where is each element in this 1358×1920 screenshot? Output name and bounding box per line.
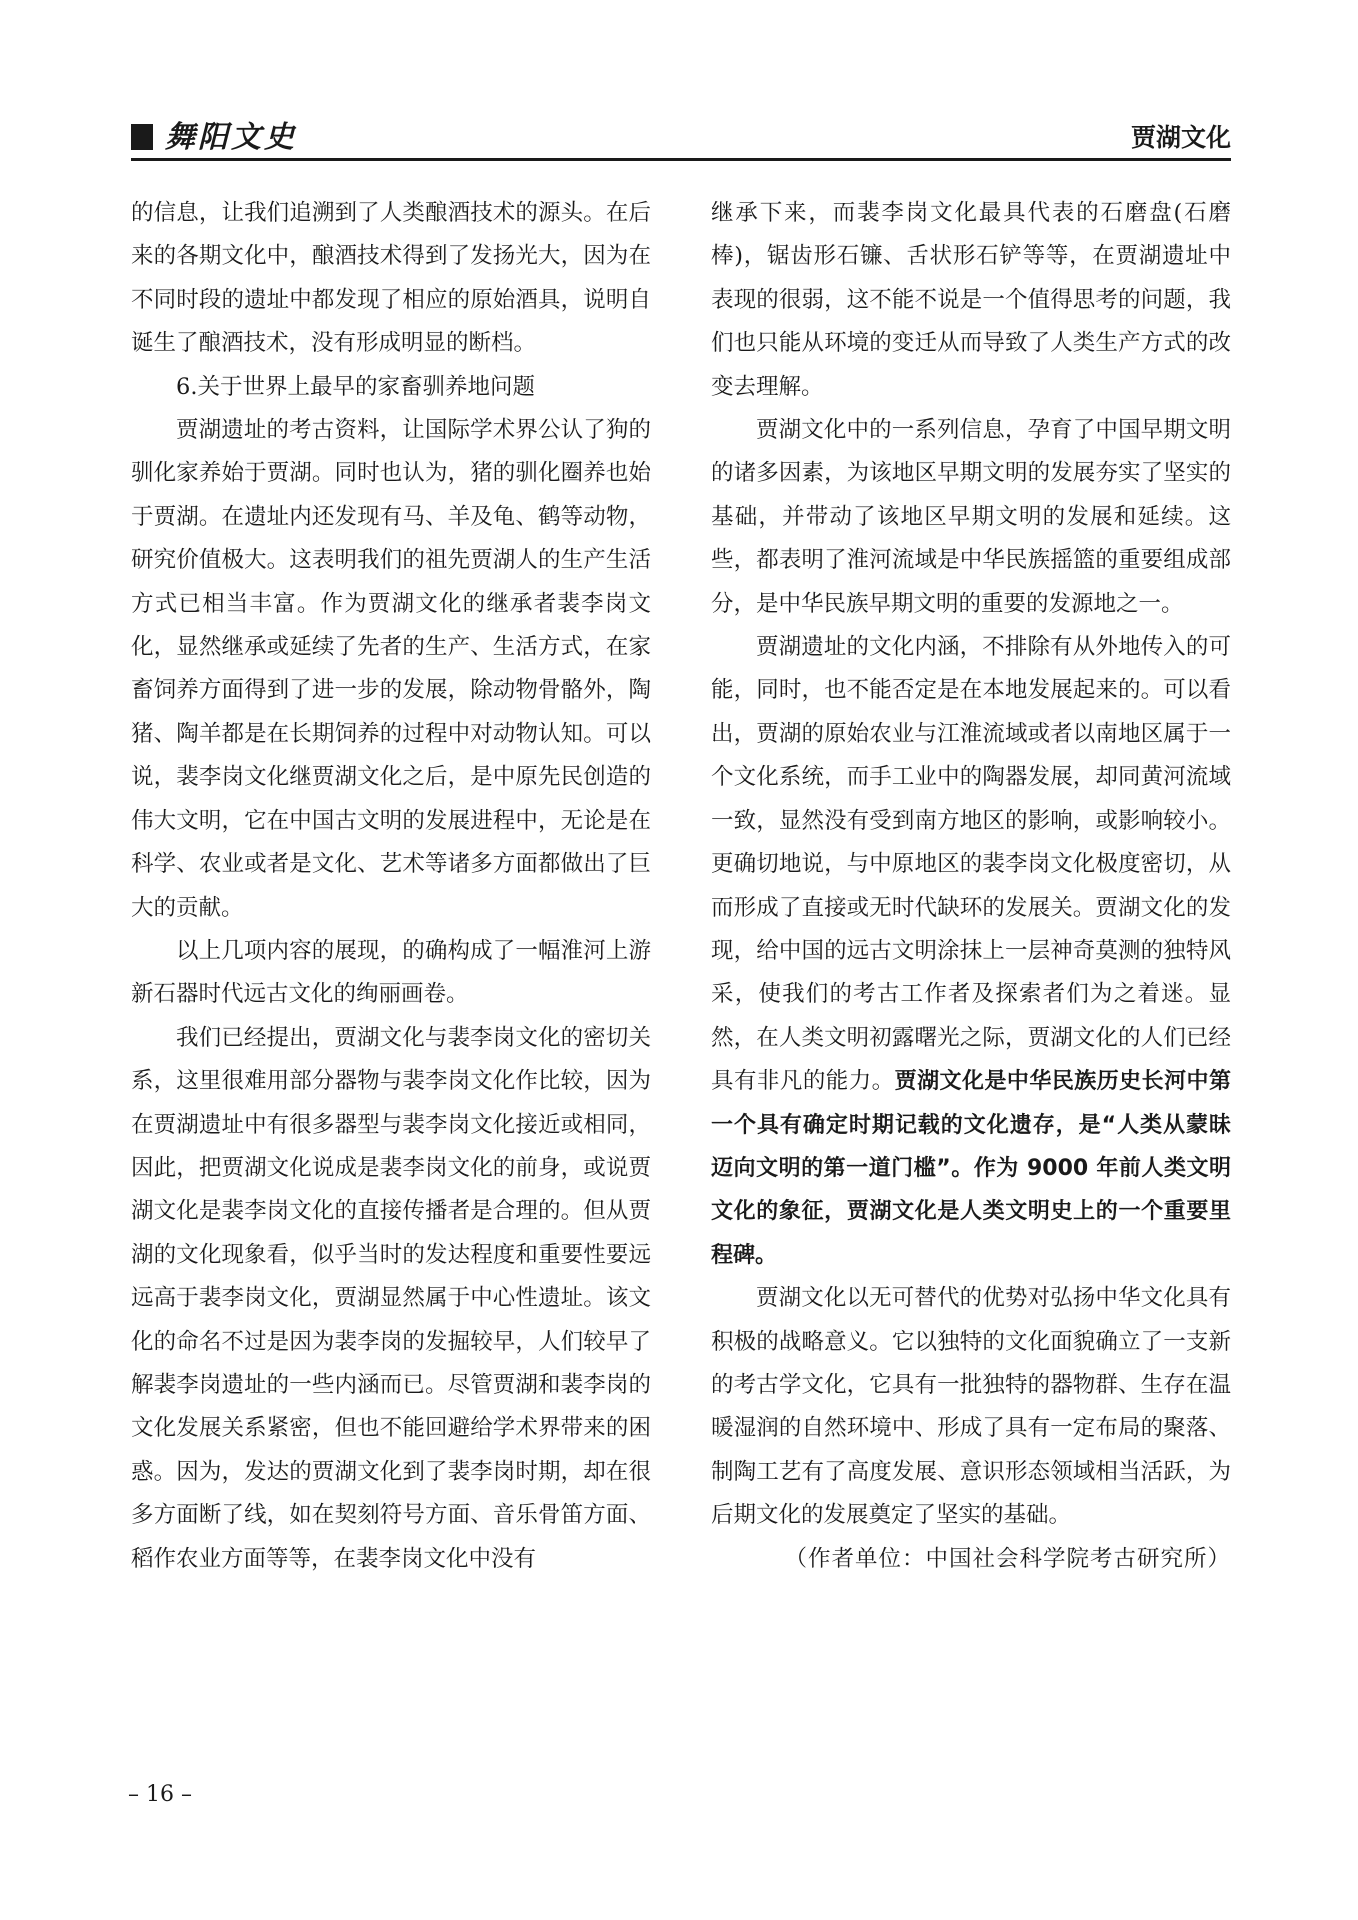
left-column (131, 192, 651, 1581)
journal-name: 舞阳文史 (165, 120, 297, 155)
emphasized-text: 贾湖文化是中华民族历史长河中第一个具有确定时期记载的文化遗存，是“人类从蒙昧迈向文明的第一道门槛”。作为 9000 年前人类文明文化的象征，贾湖文化是人类文明史上的一个重要里程碑。 (711, 1069, 1231, 1268)
paragraph: 的信息，让我们追溯到了人类酿酒技术的源头。在后来的各期文化中，酿酒技术得到了发扬光大，因为在不同时段的遗址中都发现了相应的原始酒具，说明自诞生了酿酒技术，没有形成明显的断档。 (131, 200, 651, 357)
paragraph: 我们已经提出，贾湖文化与裴李岗文化的密切关系，这里很难用部分器物与裴李岗文化作比较，因为在贾湖遗址中有很多器型与裴李岗文化接近或相同，因此，把贾湖文化说成是裴李岗文化的前身，或说贾湖文化是裴李岗文化的直接传播者是合理的。但从贾湖的文化现象看，似乎当时的发达程度和重要性要远远高于裴李岗文化，贾湖显然属于中心性遗址。该文化的命名不过是因为裴李岗的发掘较早，人们较早了解裴李岗遗址的一些内涵而已。尽管贾湖和裴李岗的文化发展关系紧密，但也不能回避给学术界带来的困惑。因为，发达的贾湖文化到了裴李岗时期，却在很多方面断了线，如在契刻符号方面、音乐骨笛方面、稻作农业方面等等，在裴李岗文化中没有 (131, 1024, 651, 1572)
paragraph: 以上几项内容的展现，的确构成了一幅淮河上游新石器时代远古文化的绚丽画卷。 (131, 937, 651, 1008)
header-rule (131, 158, 1231, 161)
page-number: – 16 – (128, 1782, 192, 1807)
author-affiliation: （作者单位：中国社会科学院考古研究所） (784, 1545, 1231, 1572)
page-header (131, 120, 1231, 162)
paragraph: 贾湖文化以无可替代的优势对弘扬中华文化具有积极的战略意义。它以独特的文化面貌确立了一支新的考古学文化，它具有一批独特的器物群、生存在温暖湿润的自然环境中、形成了具有一定布局的聚落、制陶工艺有了高度发展、意识形态领域相当活跃，为后期文化的发展奠定了坚实的基础。 (711, 1285, 1231, 1529)
section-title: 贾湖文化 (1130, 123, 1231, 152)
paragraph: 贾湖遗址的考古资料，让国际学术界公认了狗的驯化家养始于贾湖。同时也认为，猪的驯化圈养也始于贾湖。在遗址内还发现有马、羊及龟、鹤等动物，研究价值极大。这表明我们的祖先贾湖人的生产生活方式已相当丰富。作为贾湖文化的继承者裴李岗文化，显然继承或延续了先者的生产、生活方式，在家畜饲养方面得到了进一步的发展，除动物骨骼外，陶猪、陶羊都是在长期饲养的过程中对动物认知。可以说，裴李岗文化继贾湖文化之后，是中原先民创造的伟大文明，它在中国古文明的发展进程中，无论是在科学、农业或者是文化、艺术等诸多方面都做出了巨大的贡献。 (131, 417, 651, 921)
paragraph: 继承下来，而裴李岗文化最具代表的石磨盘(石磨棒)，锯齿形石镰、舌状形石铲等等，在贾湖遗址中表现的很弱，这不能不说是一个值得思考的问题，我们也只能从环境的变迁从而导致了人类生产方式的改变去理解。 (711, 200, 1231, 400)
section-heading: 6.关于世界上最早的家畜驯养地问题 (176, 373, 535, 400)
paragraph-text: 贾湖遗址的文化内涵，不排除有从外地传入的可能，同时，也不能否定是在本地发展起来的。可以看出，贾湖的原始农业与江淮流域或者以南地区属于一个文化系统，而手工业中的陶器发展，却同黄河流域一致，显然没有受到南方地区的影响，或影响较小。更确切地说，与中原地区的裴李岗文化极度密切，从而形成了直接或无时代缺环的发展关。贾湖文化的发现，给中国的远古文明涂抹上一层神奇莫测的独特风采，使我们的考古工作者及探索者们为之着迷。显然，在人类文明初露曙光之际，贾湖文化的人们已经具有非凡的能力。 (711, 634, 1231, 1095)
paragraph (711, 626, 1231, 1277)
header-square-mark (131, 124, 153, 150)
right-column (711, 192, 1231, 1581)
paragraph: 贾湖文化中的一系列信息，孕育了中国早期文明的诸多因素，为该地区早期文明的发展夯实了坚实的基础，并带动了该地区早期文明的发展和延续。这些，都表明了淮河流域是中华民族摇篮的重要组成部分，是中华民族早期文明的重要的发源地之一。 (711, 417, 1231, 617)
